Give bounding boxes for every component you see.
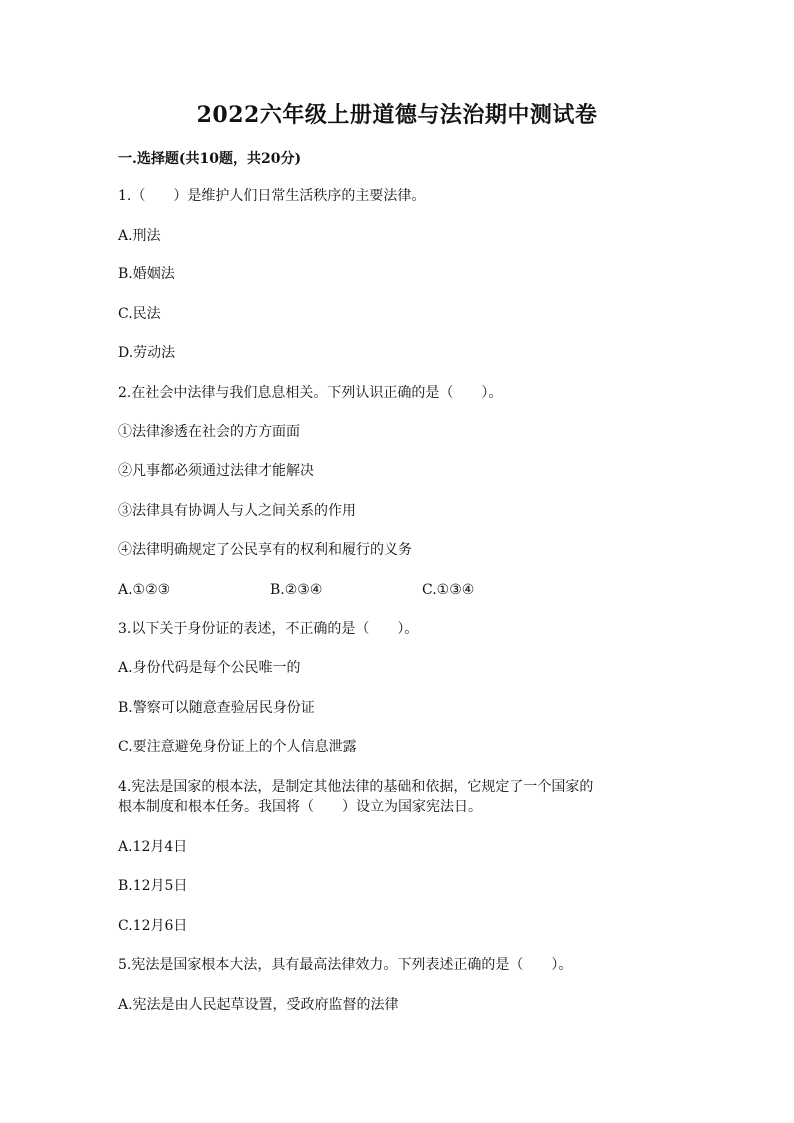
question-2-option-b: B.②③④ [270, 582, 323, 598]
question-1-option-a: A.刑法 [118, 228, 161, 244]
question-3-stem: 3.以下关于身份证的表述，不正确的是（ ）。 [118, 621, 419, 637]
question-1-option-c: C.民法 [118, 306, 161, 322]
section-heading: 一.选择题(共10题，共20分) [118, 151, 302, 167]
question-2-statement-3: ③法律具有协调人与人之间关系的作用 [118, 503, 356, 519]
question-4-stem-line-2: 根本制度和根本任务。我国将（ ）设立为国家宪法日。 [118, 799, 482, 815]
question-2-statement-2: ②凡事都必须通过法律才能解决 [118, 463, 314, 479]
question-4-stem-line-1: 4.宪法是国家的根本法，是制定其他法律的基础和依据，它规定了一个国家的 [118, 779, 594, 795]
question-4-option-b: B.12月5日 [118, 878, 188, 894]
question-3-option-a: A.身份代码是每个公民唯一的 [118, 660, 301, 676]
question-5-stem: 5.宪法是国家根本大法，具有最高法律效力。下列表述正确的是（ ）。 [118, 957, 573, 973]
question-2-options-row [118, 580, 474, 600]
page-title: 2022六年级上册道德与法治期中测试卷 [196, 102, 598, 128]
question-3-option-b: B.警察可以随意查验居民身份证 [118, 700, 315, 716]
question-2-statement-4: ④法律明确规定了公民享有的权利和履行的义务 [118, 542, 412, 558]
question-4-option-a: A.12月4日 [118, 839, 188, 855]
question-2-option-c: C.①③④ [422, 582, 475, 598]
question-2-stem: 2.在社会中法律与我们息息相关。下列认识正确的是（ ）。 [118, 385, 503, 401]
question-2-statement-1: ①法律渗透在社会的方方面面 [118, 424, 300, 440]
question-3-option-c: C.要注意避免身份证上的个人信息泄露 [118, 739, 357, 755]
question-4-option-c: C.12月6日 [118, 918, 188, 934]
question-1-option-b: B.婚姻法 [118, 266, 175, 282]
question-1-stem: 1.（ ）是维护人们日常生活秩序的主要法律。 [118, 188, 426, 204]
question-1-option-d: D.劳动法 [118, 345, 176, 361]
question-2-option-a: A.①②③ [118, 582, 171, 598]
question-5-option-a: A.宪法是由人民起草设置，受政府监督的法律 [118, 997, 399, 1013]
